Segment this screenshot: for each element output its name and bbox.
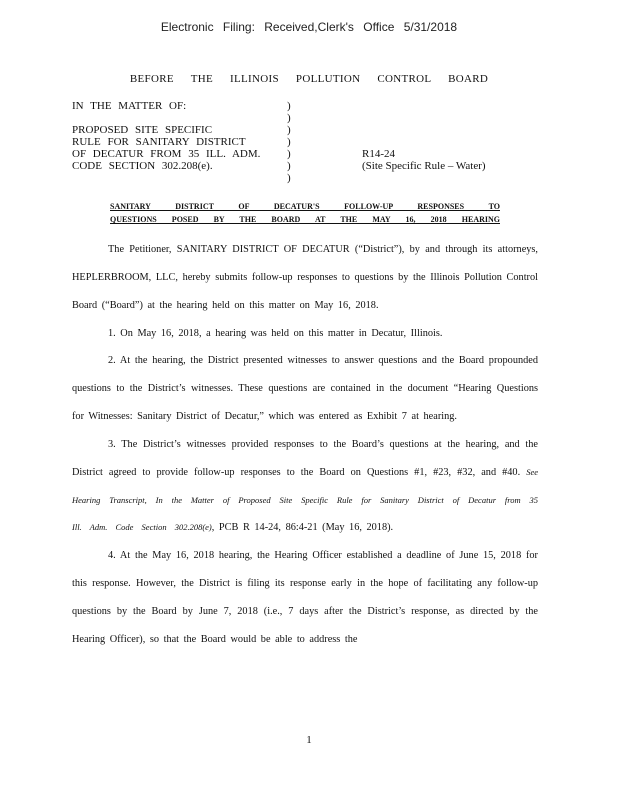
filing-stamp: Electronic Filing: Received,Clerk's Office 5/31/2018: [160, 20, 458, 34]
paren: ): [287, 112, 291, 124]
docket-number: R14-24: [362, 148, 395, 160]
paragraph-3: [72, 431, 538, 542]
paragraph-1: 1. On May 16, 2018, a hearing was held on this matter in Decatur, Illinois.: [108, 327, 443, 339]
transcript-citation: See Hearing Transcript, In the Matter of Proposed Site Specific Rule for Sanitary District of Decatur from 35 Ill. Adm. Code Section 302.208(e): [72, 466, 538, 533]
paren: ): [287, 100, 291, 112]
caption-line: [72, 112, 302, 124]
paragraph-3-end: , PCB R 14-24, 86:4-21 (May 16, 2018).: [211, 522, 394, 534]
paren: ): [287, 136, 291, 148]
caption-line: CODE SECTION 302.208(e).: [72, 160, 213, 172]
subheading-line-1: SANITARY DISTRICT OF DECATUR'S FOLLOW-UP RESPONSES TO: [110, 202, 500, 211]
intro-paragraph: The Petitioner, SANITARY DISTRICT OF DECATUR (“District”), by and through its attorneys, HEPLERBROOM, LLC, hereby submits follow-up responses to questions by the Illinois Pollution Control Board (“Board”) at the hearing held on this matter on May 16, 2018.: [72, 244, 538, 311]
paragraph-2: 2. At the hearing, the District presented witnesses to answer questions and the Board propounded questions to the District’s witnesses. These questions are contained in the document “Hearing Questions for Witnesses: Sanitary District of Decatur,” which was entered as Exhibit 7 at hearing.: [72, 355, 538, 423]
caption-line: PROPOSED SITE SPECIFIC: [72, 124, 213, 136]
caption-line: OF DECATUR FROM 35 ILL. ADM.: [72, 148, 261, 160]
paren: ): [287, 148, 291, 160]
subheading-line-2: QUESTIONS POSED BY THE BOARD AT THE MAY 16, 2018 HEARING: [110, 215, 500, 224]
paren: ): [287, 160, 291, 172]
caption-line: RULE FOR SANITARY DISTRICT: [72, 136, 246, 148]
page-number: 1: [306, 734, 312, 746]
caption-parentheses: [287, 100, 297, 184]
document-body: [72, 236, 538, 654]
docket-type: (Site Specific Rule – Water): [362, 160, 486, 172]
case-caption: [72, 100, 302, 172]
document-subheading: [110, 200, 500, 226]
docket-info: [362, 148, 562, 172]
board-title: BEFORE THE ILLINOIS POLLUTION CONTROL BOARD: [129, 73, 489, 85]
caption-line: IN THE MATTER OF:: [72, 100, 187, 112]
paren: ): [287, 124, 291, 136]
paren: ): [287, 172, 291, 184]
paragraph-4: 4. At the May 16, 2018 hearing, the Hearing Officer established a deadline of June 15, 2018 for this response. However, the District is filing its response early in the hope of facilitating any follow-up questions by the Board by June 7, 2018 (i.e., 7 days after the District’s response, as directed by the Hearing Officer), so that the Board would be able to address the: [72, 550, 538, 645]
paragraph-3-text: 3. The District’s witnesses provided responses to the Board’s questions at the hearing, and the District agreed to provide follow-up responses to the Board on Questions #1, #23, #32, and #40.: [72, 438, 538, 478]
